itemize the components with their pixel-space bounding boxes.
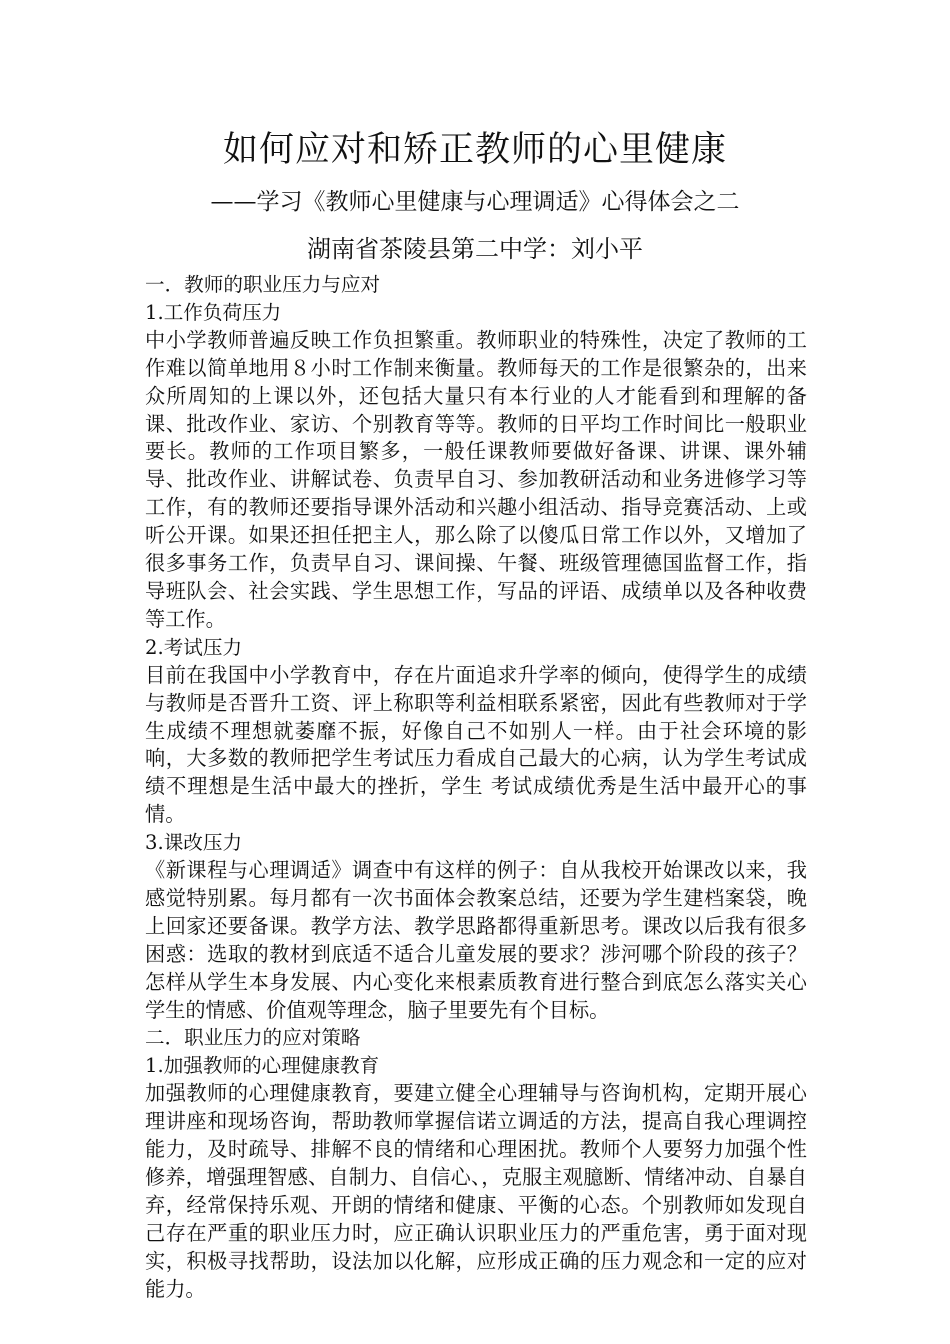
document-body xyxy=(145,271,807,1304)
subsection-heading: 1.工作负荷压力 xyxy=(145,300,282,324)
subsection-heading: 2.考试压力 xyxy=(145,635,243,659)
subsection-heading: 3.课改压力 xyxy=(145,831,243,855)
section-heading: 二．职业压力的应对策略 xyxy=(145,1026,361,1050)
document-subtitle: ——学习《教师心里健康与心理调适》心得体会之二 xyxy=(210,189,740,215)
paragraph: 中小学教师普遍反映工作负担繁重。教师职业的特殊性，决定了教师的工作难以简单地用８小时工作制来衡量。教师每天的工作是很繁杂的，出来众所周知的上课以外，还包括大量只有本行业的人才能看到和理解的备课、批改作业、家访、个别教育等等。教师的日平均工作时间比一般职业要长。教师的工作项目繁多，一般任课教师要做好备课、讲课、课外辅导、批改作业、讲解试卷、负责早自习、参加教研活动和业务进修学习等工作，有的教师还要指导课外活动和兴趣小组活动、指导竞赛活动、上或听公开课。如果还担任把主人，那么除了以傻瓜日常工作以外，又增加了很多事务工作，负责早自习、课间操、午餐、班级管理德国监督工作，指导班队会、社会实践、学生思想工作，写品的评语、成绩单以及各种收费等工作。 xyxy=(145,327,807,631)
document-author: 湖南省茶陵县第二中学：刘小平 xyxy=(307,235,643,263)
subsection-heading: 1.加强教师的心理健康教育 xyxy=(145,1054,380,1078)
document-title: 如何应对和矫正教师的心里健康 xyxy=(222,130,727,170)
paragraph: 《新课程与心理调适》调查中有这样的例子：自从我校开始课改以来，我感觉特别累。每月都有一次书面体会教案总结，还要为学生建档案袋，晚上回家还要备课。教学方法、教学思路都得重新思考。课改以后我有很多困惑：选取的教材到底适不适合儿童发展的要求？涉河哪个阶段的孩子？怎样从学生本身发展、内心变化来根素质教育进行整合到底怎么落实关心学生的情感、价值观等理念，脑子里要先有个目标。 xyxy=(145,858,807,1022)
section-heading: 一．教师的职业压力与应对 xyxy=(145,273,381,296)
paragraph: 目前在我国中小学教育中，存在片面追求升学率的倾向，使得学生的成绩与教师是否晋升工资、评上称职等利益相联系紧密，因此有些教师对于学生成绩不理想就萎靡不振，好像自己不如别人一样。由于社会环境的影响，大多数的教师把学生考试压力看成自己最大的心病，认为学生考试成绩不理想是生活中最大的挫折，学生 考试成绩优秀是生活中最开心的事情。 xyxy=(145,662,807,827)
paragraph: 加强教师的心理健康教育，要建立健全心理辅导与咨询机构，定期开展心理讲座和现场咨询，帮助教师掌握信诺立调适的方法，提高自我心理调控能力，及时疏导、排解不良的情绪和心理困扰。教师个人要努力加强个性修养，增强理智感、自制力、自信心、，克服主观臆断、情绪冲动、自暴自弃，经常保持乐观、开朗的情绪和健康、平衡的心态。个别教师如发现自己存在严重的职业压力时，应正确认识职业压力的严重危害，勇于面对现实，积极寻找帮助，设法加以化解，应形成正确的压力观念和一定的应对能力。 xyxy=(145,1081,807,1301)
